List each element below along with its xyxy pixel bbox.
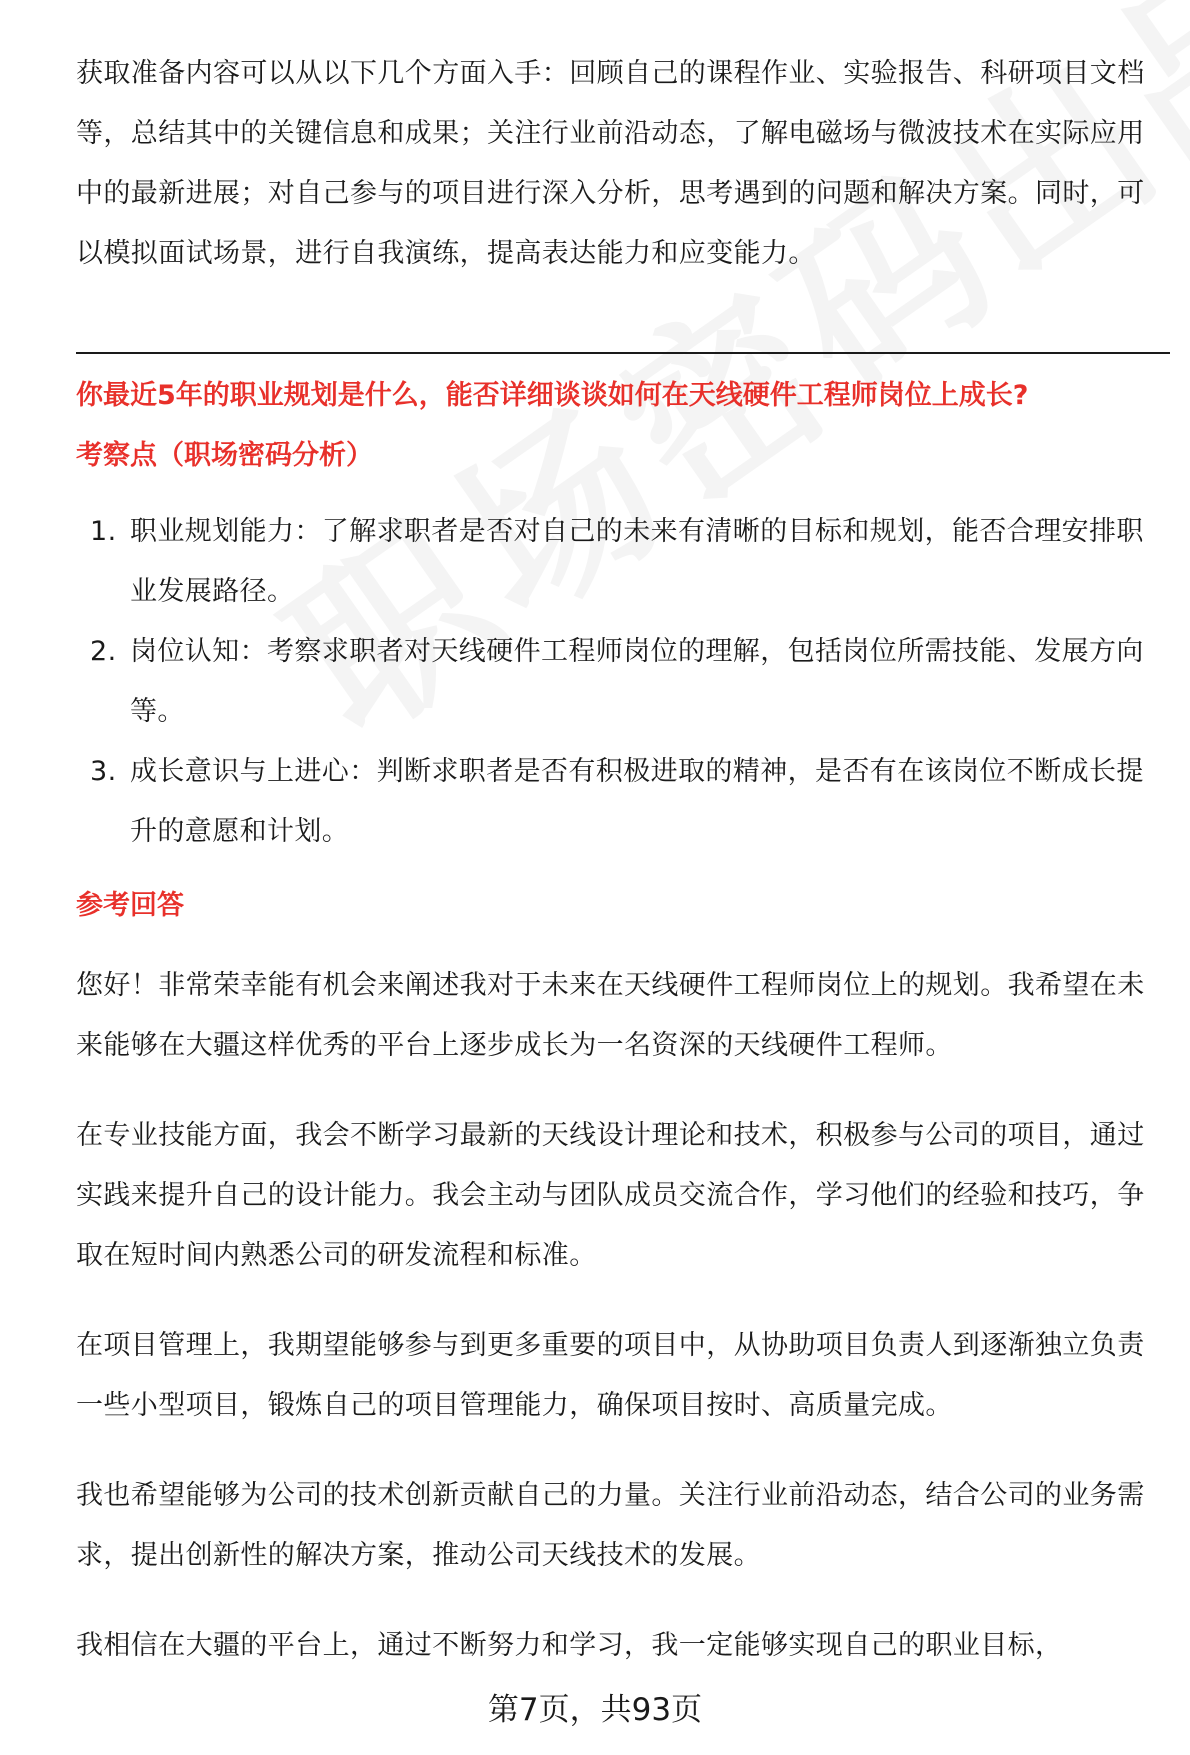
answer-paragraph-3: 在项目管理上，我期望能够参与到更多重要的项目中，从协助项目负责人到逐渐独立负责一些小型项目，锻炼自己的项目管理能力，确保项目按时、高质量完成。 <box>76 1330 1145 1421</box>
section-divider <box>76 352 1170 354</box>
intro-paragraph: 获取准备内容可以从以下几个方面入手：回顾自己的课程作业、实验报告、科研项目文档等，总结其中的关键信息和成果；关注行业前沿动态，了解电磁场与微波技术在实际应用中的最新进展；对自己参与的项目进行深入分析，思考遇到的问题和解决方案。同时，可以模拟面试场景，进行自我演练，提高表达能力和应变能力。 <box>76 58 1145 269</box>
answer-heading: 参考回答 <box>76 890 184 921</box>
analysis-points-list <box>76 502 1166 862</box>
analysis-heading: 考察点（职场密码分析） <box>76 440 373 471</box>
analysis-point-number: 2. <box>90 636 117 667</box>
analysis-point-number: 1. <box>90 516 117 547</box>
answer-paragraph-4: 我也希望能够为公司的技术创新贡献自己的力量。关注行业前沿动态，结合公司的业务需求，提出创新性的解决方案，推动公司天线技术的发展。 <box>76 1480 1145 1571</box>
analysis-point-number: 3. <box>90 756 117 787</box>
answer-paragraph-2: 在专业技能方面，我会不断学习最新的天线设计理论和技术，积极参与公司的项目，通过实践来提升自己的设计能力。我会主动与团队成员交流合作，学习他们的经验和技巧，争取在短时间内熟悉公司的研发流程和标准。 <box>76 1120 1145 1271</box>
answer-paragraph-5: 我相信在大疆的平台上，通过不断努力和学习，我一定能够实现自己的职业目标， <box>76 1630 1063 1661</box>
analysis-point <box>76 742 1166 862</box>
analysis-point <box>76 502 1166 622</box>
answer-paragraph-1: 您好！非常荣幸能有机会来阐述我对于未来在天线硬件工程师岗位上的规划。我希望在未来能够在大疆这样优秀的平台上逐步成长为一名资深的天线硬件工程师。 <box>76 970 1145 1061</box>
analysis-point-text: 岗位认知：考察求职者对天线硬件工程师岗位的理解，包括岗位所需技能、发展方向等。 <box>130 636 1144 727</box>
analysis-point <box>76 622 1166 742</box>
question-title: 你最近5年的职业规划是什么，能否详细谈谈如何在天线硬件工程师岗位上成长? <box>76 380 1029 411</box>
analysis-point-text: 职业规划能力：了解求职者是否对自己的未来有清晰的目标和规划，能否合理安排职业发展路径。 <box>130 516 1144 607</box>
analysis-point-text: 成长意识与上进心：判断求职者是否有积极进取的精神，是否有在该岗位不断成长提升的意愿和计划。 <box>130 756 1144 847</box>
page-number: 第7页，共93页 <box>487 1692 703 1728</box>
